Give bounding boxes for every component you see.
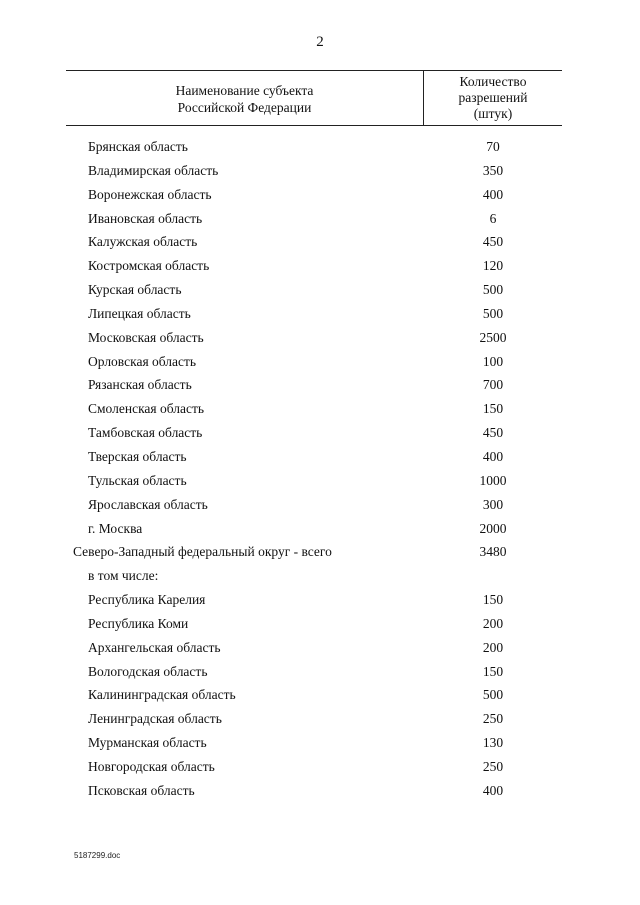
table-row [66, 565, 562, 589]
permit-count: 250 [482, 758, 504, 774]
header-count-line3: (штук) [473, 106, 513, 121]
table-row [66, 661, 562, 685]
region-name: Московская область [88, 329, 204, 345]
region-name: Республика Карелия [88, 592, 206, 608]
permit-count: 500 [482, 687, 504, 703]
permit-count: 6 [489, 210, 497, 226]
header-count-line2: разрешений [458, 90, 528, 105]
permit-count: 120 [482, 258, 504, 274]
permit-count: 2500 [479, 329, 507, 345]
table-body [66, 136, 562, 804]
region-name: Тамбовская область [88, 425, 203, 441]
permit-count: 400 [482, 448, 504, 464]
region-name: Смоленская область [88, 401, 205, 417]
table-row [66, 136, 562, 160]
region-name: Тверская область [88, 448, 187, 464]
region-name: Брянская область [88, 139, 188, 154]
header-count-line1: Количество [459, 74, 527, 89]
permit-count: 200 [482, 615, 504, 631]
table-row [66, 708, 562, 732]
region-name: Липецкая область [88, 305, 191, 321]
region-name: Тульская область [88, 472, 187, 488]
region-name: Калининградская область [88, 687, 236, 703]
table-row [66, 756, 562, 780]
region-name: Вологодская область [88, 663, 208, 679]
table-row [66, 184, 562, 208]
permits-table [66, 70, 562, 798]
permit-count: 450 [482, 425, 504, 441]
permit-count: 1000 [479, 472, 507, 488]
table-header [66, 70, 562, 126]
permit-count: 400 [482, 782, 504, 798]
permit-count: 130 [482, 735, 504, 751]
region-name: Республика Коми [88, 615, 189, 631]
region-name: Ивановская область [88, 210, 203, 226]
region-name: в том числе: [88, 568, 159, 584]
region-name: Владимирская область [88, 162, 219, 178]
permit-count: 500 [482, 305, 504, 321]
header-subject-line2: Российской Федерации [177, 100, 312, 115]
table-row [66, 613, 562, 637]
permit-count: 2000 [479, 520, 507, 536]
permit-count: 300 [482, 496, 504, 512]
permit-count: 700 [482, 377, 504, 393]
permit-count: 150 [482, 663, 504, 679]
region-name: Северо-Западный федеральный округ - всего [73, 544, 332, 560]
region-name: Воронежская область [88, 186, 212, 202]
region-name: Рязанская область [88, 377, 192, 393]
permit-count: 100 [482, 353, 504, 369]
table-row [66, 231, 562, 255]
region-name: Псковская область [88, 782, 195, 798]
permit-count: 200 [482, 639, 504, 655]
table-row [66, 160, 562, 184]
table-row [66, 518, 562, 542]
region-name: Курская область [88, 282, 182, 298]
header-subject-name [66, 82, 423, 116]
region-name: Мурманская область [88, 735, 207, 751]
table-row [66, 637, 562, 661]
region-name: Калужская область [88, 234, 198, 250]
region-name: Ленинградская область [88, 711, 222, 727]
region-name: Ярославская область [88, 496, 208, 512]
table-row [66, 351, 562, 375]
table-row [66, 589, 562, 613]
table-row [66, 732, 562, 756]
header-subject-line1: Наименование субъекта [175, 83, 314, 98]
table-row [66, 255, 562, 279]
table-row [66, 684, 562, 708]
document-code: 5187299.doc [74, 851, 121, 860]
table-row [66, 541, 562, 565]
permit-count: 450 [482, 234, 504, 250]
table-row [66, 208, 562, 232]
table-row [66, 494, 562, 518]
table-row [66, 327, 562, 351]
permit-count: 400 [482, 186, 504, 202]
permit-count: 150 [482, 401, 504, 417]
region-name: Новгородская область [88, 758, 215, 774]
table-row [66, 374, 562, 398]
table-row [66, 279, 562, 303]
table-row [66, 398, 562, 422]
table-row [66, 422, 562, 446]
permit-count: 500 [482, 282, 504, 298]
table-row [66, 470, 562, 494]
permit-count: 150 [482, 592, 504, 608]
page-number: 2 [316, 34, 324, 50]
region-name: г. Москва [88, 520, 143, 536]
region-name: Архангельская область [88, 639, 221, 655]
permit-count: 350 [482, 162, 504, 178]
permit-count: 250 [482, 711, 504, 727]
region-name: Костромская область [88, 258, 210, 274]
permit-count: 70 [486, 139, 500, 154]
table-row [66, 446, 562, 470]
permit-count: 3480 [479, 544, 507, 560]
header-permit-count [424, 74, 562, 122]
table-row [66, 303, 562, 327]
table-row [66, 780, 562, 804]
region-name: Орловская область [88, 353, 197, 369]
